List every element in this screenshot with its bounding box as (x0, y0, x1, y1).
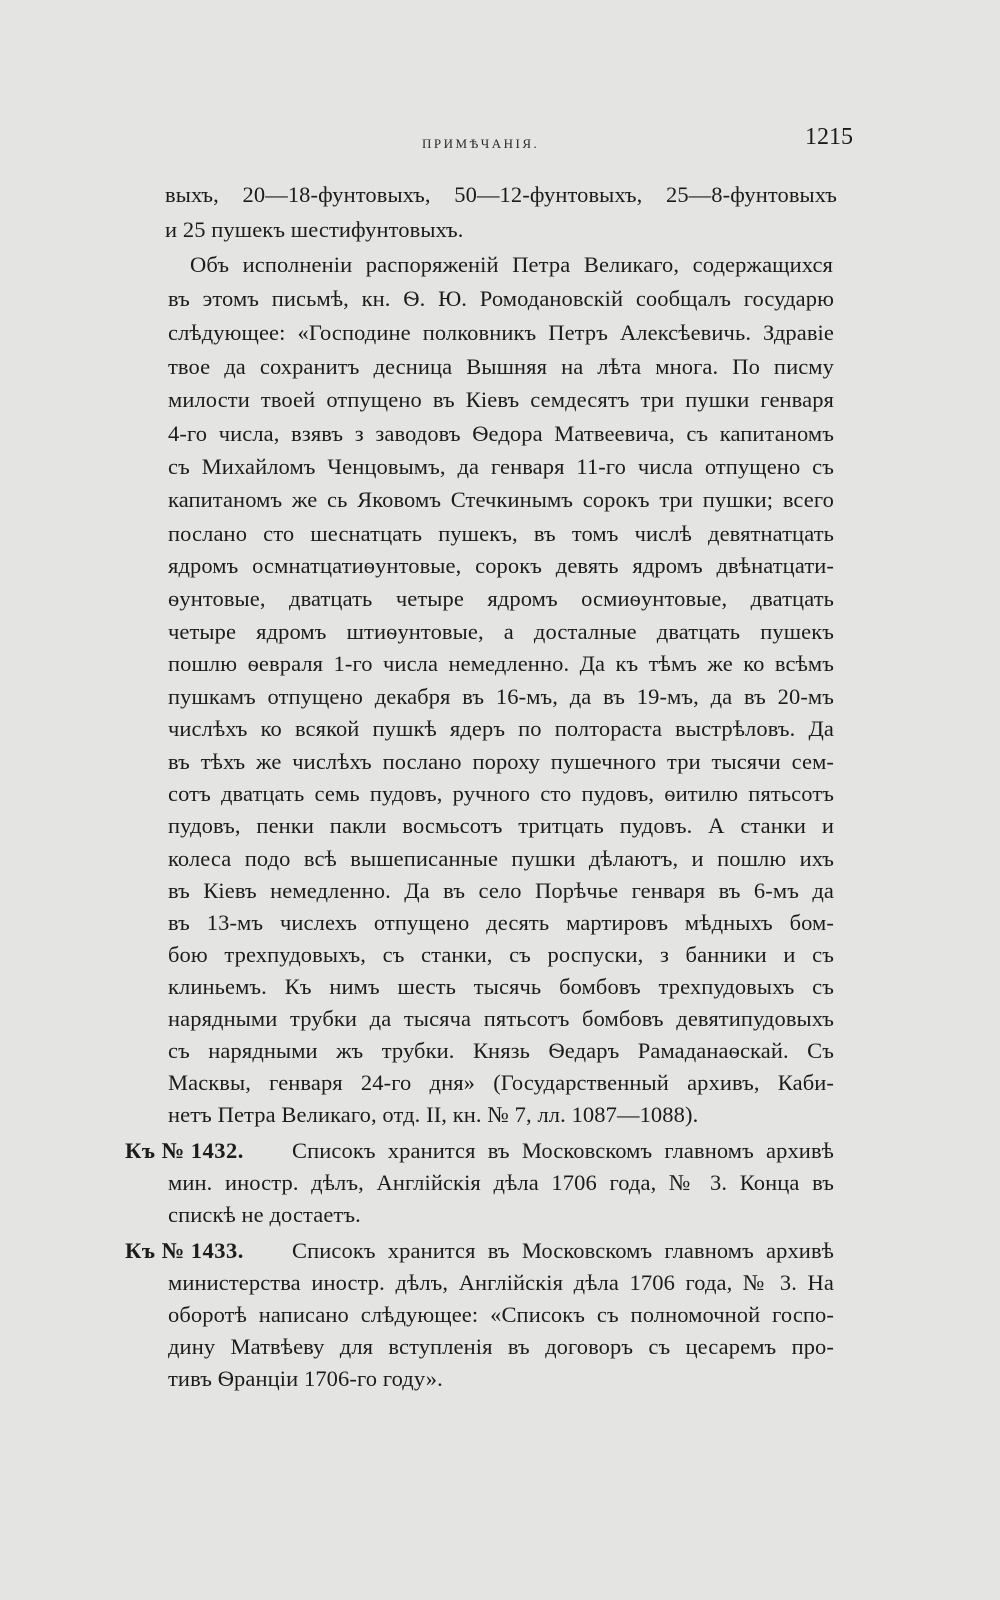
text-line: послано сто шеснатцать пушекъ, въ томъ числѣ девятнатцать (168, 521, 834, 546)
entry-text-line: оборотѣ написано слѣдующее: «Списокъ съ полномочной госпо- (168, 1302, 834, 1327)
text-line: слѣдующее: «Господине полковникъ Петръ Алексѣевичь. Здравіе (168, 320, 834, 345)
entry-ref: Къ № 1432. (125, 1138, 244, 1163)
text-line: капитаномъ же сь Яковомъ Стечкинымъ сорокъ три пушки; всего (168, 487, 834, 512)
text-line: въ тѣхъ же числѣхъ послано пороху пушечного три тысячи сем- (168, 749, 834, 774)
text-line: пудовъ, пенки пакли восмьсотъ тритцать пудовъ. А станки и (168, 813, 834, 838)
text-line: Объ исполненіи распоряженій Петра Великаго, содержащихся (190, 252, 833, 277)
text-line: и 25 пушекъ шестифунтовыхъ. (165, 217, 464, 242)
text-line: ѳунтовые, дватцать четыре ядромъ осмиѳунтовые, дватцать (168, 586, 834, 611)
running-header: ПРИМѢЧАНІЯ. (422, 136, 540, 151)
text-line: нетъ Петра Великаго, отд. II, кн. № 7, лл. 1087—1088). (168, 1102, 699, 1127)
text-line: 4-го числа, взявъ з заводовъ Ѳедора Матвеевича, съ капитаномъ (168, 421, 834, 446)
text-line: пошлю ѳевраля 1-го числа немедленно. Да къ тѣмъ же ко всѣмъ (168, 651, 834, 676)
text-line: ядромъ осмнатцатиѳунтовые, сорокъ девять ядромъ двѣнатцати- (168, 553, 834, 578)
text-line: четыре ядромъ штиѳунтовые, а досталные дватцать пушекъ (168, 619, 834, 644)
text-line: колеса подо всѣ вышеписанные пушки дѣлаютъ, и пошлю ихъ (168, 846, 834, 871)
text-line: бою трехпудовыхъ, съ станки, съ роспуски, з банники и съ (168, 942, 834, 967)
text-line: въ 13-мъ числехъ отпущено десять мартировъ мѣдныхъ бом- (168, 910, 834, 935)
text-line: Масквы, генваря 24-го дня» (Государственный архивъ, Каби- (168, 1070, 834, 1095)
entry-text-line: министерства иностр. дѣлъ, Англійскія дѣла 1706 года, № 3. На (168, 1270, 834, 1295)
entry-text-line: тивъ Ѳранціи 1706-го году». (168, 1366, 443, 1391)
text-line: сотъ дватцать семь пудовъ, ручного сто пудовъ, ѳитилю пятьсотъ (168, 781, 834, 806)
text-line: въ этомъ письмѣ, кн. Ѳ. Ю. Ромодановскій сообщалъ государю (168, 286, 834, 311)
text-line: числѣхъ ко всякой пушкѣ ядеръ по полтораста выстрѣловъ. Да (168, 716, 834, 741)
entry-text-line: Списокъ хранится въ Московскомъ главномъ архивѣ (292, 1138, 834, 1163)
entry-text-line: спискѣ не достаетъ. (168, 1202, 361, 1227)
text-line: нарядными трубки да тысяча пятьсотъ бомбовъ девятипудовыхъ (168, 1006, 834, 1031)
text-line: съ нарядными жъ трубки. Князь Ѳедаръ Рамаданаѳскай. Съ (168, 1038, 834, 1063)
text-line: твое да сохранитъ десница Вышняя на лѣта многа. По писму (168, 354, 834, 379)
text-line: милости твоей отпущено въ Кіевъ семдесятъ три пушки генваря (168, 387, 834, 412)
text-line: пушкамъ отпущено декабря въ 16-мъ, да въ 19-мъ, да въ 20-мъ (168, 684, 834, 709)
entry-text-line: мин. иностр. дѣлъ, Англійскія дѣла 1706 года, № 3. Конца въ (168, 1170, 834, 1195)
page-number: 1215 (805, 124, 853, 150)
entry-text-line: дину Матвѣеву для вступленія въ договоръ съ цесаремъ про- (168, 1334, 834, 1359)
entry-text-line: Списокъ хранится въ Московскомъ главномъ архивѣ (292, 1238, 834, 1263)
text-line: клиньемъ. Къ нимъ шесть тысячь бомбовъ трехпудовыхъ съ (168, 974, 834, 999)
text-line: въ Кіевъ немедленно. Да въ село Порѣчье генваря въ 6-мъ да (168, 878, 834, 903)
entry-ref: Къ № 1433. (125, 1238, 244, 1263)
text-line: выхъ, 20—18-фунтовыхъ, 50—12-фунтовыхъ, 25—8-фунтовыхъ (165, 182, 837, 207)
text-line: съ Михайломъ Ченцовымъ, да генваря 11-го числа отпущено съ (168, 454, 834, 479)
